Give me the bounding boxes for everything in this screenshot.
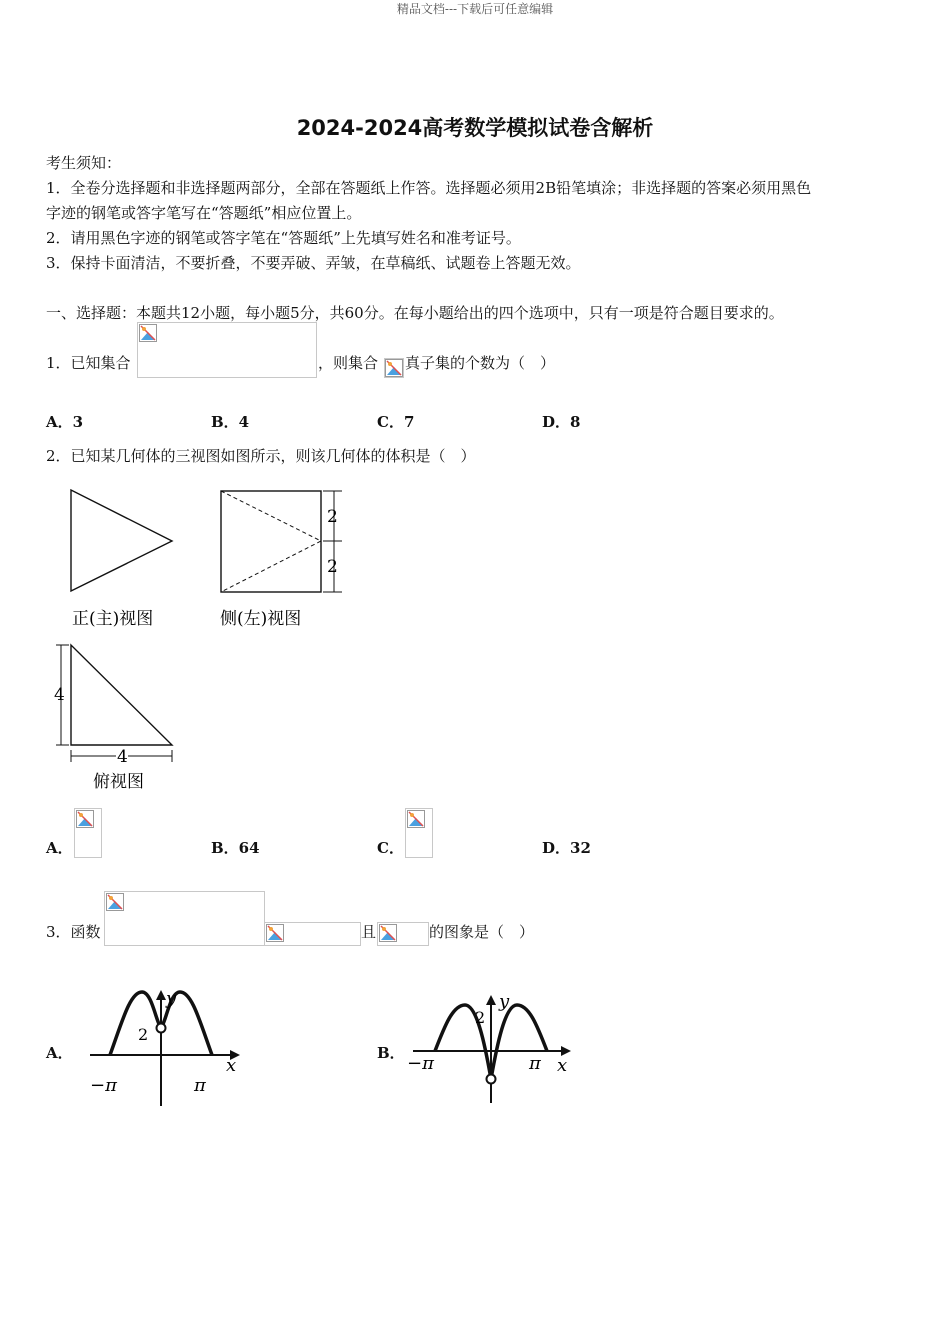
graph-b-neg-pi: −π	[407, 1053, 434, 1074]
broken-image-icon	[385, 359, 403, 377]
broken-image-icon	[407, 810, 425, 828]
top-view-triangle	[71, 645, 172, 745]
q2-option-b: B．64	[211, 839, 260, 857]
q2-text: 2．已知某几何体的三视图如图所示，则该几何体的体积是（ ）	[46, 447, 476, 465]
q2-option-d: D．32	[542, 839, 591, 857]
broken-image-icon	[139, 324, 157, 342]
q3-condition-image	[377, 922, 429, 946]
q1-set-image	[137, 322, 317, 378]
side-view-label: 侧(左)视图	[220, 609, 302, 629]
q1-option-d: D．8	[542, 413, 581, 431]
side-dim-bottom: 2	[327, 557, 338, 577]
q3-option-b: B．	[377, 1044, 405, 1062]
page-header: 精品文档---下载后可任意编辑	[396, 2, 554, 16]
notice-item-1-cont: 字迹的钢笔或答字笔写在“答题纸”相应位置上。	[46, 204, 362, 222]
broken-image-icon	[266, 924, 284, 942]
q2-option-c-image	[405, 808, 433, 858]
q2-option-c: C．	[377, 839, 404, 857]
q1-option-c: C．7	[377, 413, 415, 431]
notice-item-2: 2．请用黑色字迹的钢笔或答字笔在“答题纸”上先填写姓名和准考证号。	[46, 229, 521, 247]
q2-option-a: A．	[46, 839, 73, 857]
graph-a-neg-pi: −π	[90, 1075, 117, 1096]
graph-a-x-label: x	[226, 1055, 237, 1076]
q1-set-symbol-image	[384, 358, 404, 378]
notice-item-3: 3．保持卡面清洁，不要折叠，不要弄破、弄皱，在草稿纸、试题卷上答题无效。	[46, 254, 581, 272]
graph-b-y-label: y	[499, 991, 510, 1012]
side-view-hidden-lines	[221, 491, 321, 592]
graph-b-x-label: x	[557, 1055, 568, 1076]
q1-middle: ，则集合	[318, 354, 379, 372]
broken-image-icon	[379, 924, 397, 942]
graph-a-y-label: y	[166, 988, 177, 1009]
q3-suffix: 的图象是（ ）	[429, 923, 535, 941]
q1-option-b: B．4	[211, 413, 250, 431]
top-dim-horizontal: 4	[117, 747, 128, 767]
page-title: 2024-2024高考数学模拟试卷含解析	[296, 116, 654, 140]
graph-b-two: 2	[475, 1008, 486, 1027]
q1-suffix: 真子集的个数为（ ）	[405, 354, 556, 372]
front-view-label: 正(主)视图	[72, 609, 154, 629]
q3-function-image	[104, 891, 265, 946]
front-view-triangle	[71, 490, 172, 591]
graph-a-pi: π	[194, 1075, 206, 1096]
q3-prefix: 3．函数	[46, 923, 101, 941]
top-dim-vertical: 4	[54, 685, 65, 705]
notice-heading: 考生须知：	[46, 154, 122, 172]
q3-graph-a	[80, 982, 250, 1110]
graph-b-pi: π	[529, 1053, 541, 1074]
q3-and: 且	[361, 923, 377, 941]
notice-item-1: 1．全卷分选择题和非选择题两部分，全部在答题纸上作答。选择题必须用2B铅笔填涂；非选择题的答案必须用黑色	[46, 179, 812, 197]
q3-option-a: A．	[46, 1044, 73, 1062]
broken-image-icon	[106, 893, 124, 911]
q2-option-a-image	[74, 808, 102, 858]
q3-domain-image	[264, 922, 361, 946]
q1-prefix: 1．已知集合	[46, 354, 131, 372]
section-heading: 一、选择题：本题共12小题，每小题5分，共60分。在每小题给出的四个选项中，只有一项是符合题目要求的。	[46, 304, 784, 322]
q3-graph-b	[405, 985, 580, 1110]
q2-three-views-figure	[40, 478, 360, 798]
graph-a-two: 2	[138, 1025, 149, 1044]
q1-option-a: A．3	[46, 413, 84, 431]
side-view-square	[221, 491, 321, 592]
side-dim-top: 2	[327, 507, 338, 527]
broken-image-icon	[76, 810, 94, 828]
top-view-label: 俯视图	[93, 772, 144, 792]
